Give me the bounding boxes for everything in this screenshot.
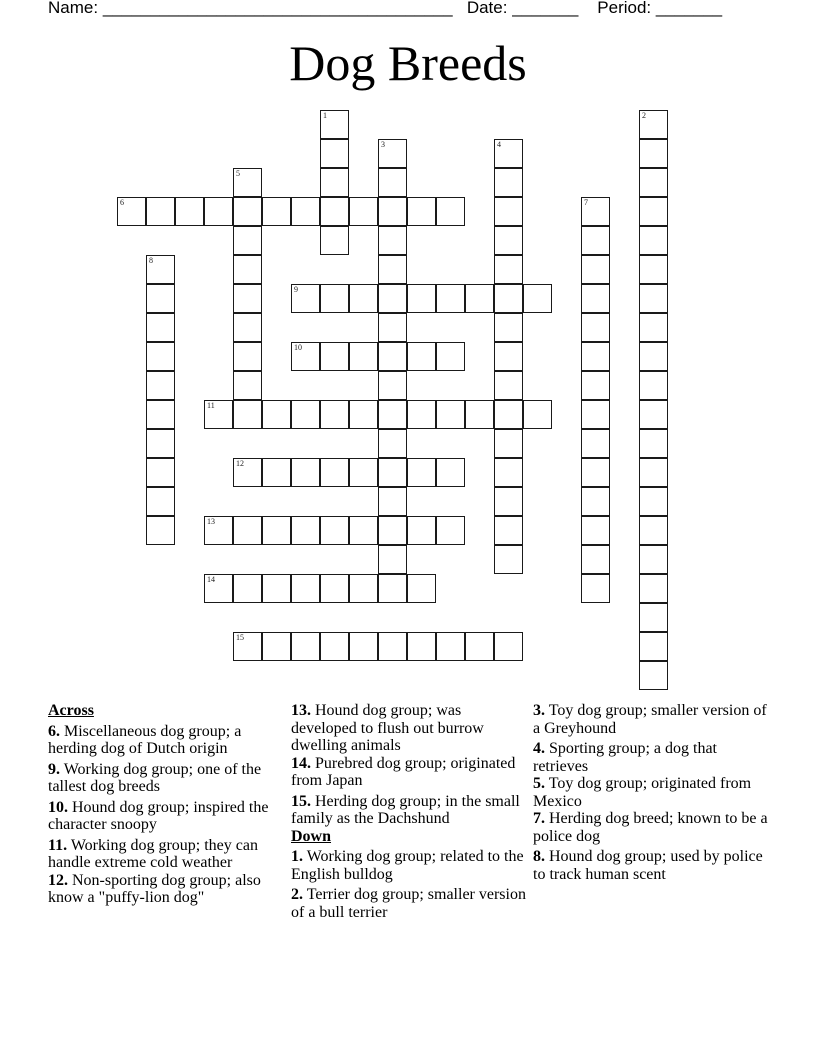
grid-cell[interactable] <box>581 487 610 516</box>
grid-cell[interactable] <box>291 342 320 371</box>
grid-cell[interactable] <box>349 574 378 603</box>
grid-cell[interactable] <box>378 284 407 313</box>
grid-cell[interactable] <box>349 342 378 371</box>
grid-cell[interactable] <box>233 197 262 226</box>
clue-text: Hound dog group; was developed to flush out burrow dwelling animals <box>291 702 484 754</box>
grid-cell[interactable] <box>320 168 349 197</box>
clue-text: Working dog group; one of the tallest dog breeds <box>48 760 262 795</box>
clue-column-2 <box>291 702 526 924</box>
grid-cell[interactable] <box>349 458 378 487</box>
grid-cell[interactable] <box>494 226 523 255</box>
grid-cell[interactable] <box>233 342 262 371</box>
clue-down-8 <box>533 848 773 883</box>
grid-cell[interactable] <box>204 197 233 226</box>
grid-cell[interactable] <box>494 342 523 371</box>
grid-cell[interactable] <box>146 516 175 545</box>
grid-cell[interactable] <box>262 197 291 226</box>
grid-cell[interactable] <box>407 632 436 661</box>
grid-cell[interactable] <box>262 458 291 487</box>
grid-cell[interactable] <box>378 545 407 574</box>
date-field[interactable]: _______ <box>512 0 579 17</box>
grid-cell[interactable] <box>320 516 349 545</box>
grid-cell[interactable] <box>436 458 465 487</box>
grid-cell[interactable] <box>378 342 407 371</box>
grid-cell[interactable] <box>639 342 668 371</box>
grid-cell[interactable] <box>146 400 175 429</box>
grid-cell[interactable] <box>378 516 407 545</box>
grid-cell[interactable] <box>494 487 523 516</box>
grid-cell[interactable] <box>436 284 465 313</box>
clue-number: 15. <box>291 792 311 810</box>
clue-text: Working dog group; related to the English bulldog <box>291 848 524 883</box>
clue-text: Non-sporting dog group; also know a "puffy-lion dog" <box>48 871 261 906</box>
grid-cell[interactable] <box>523 400 552 429</box>
grid-cell[interactable] <box>465 400 494 429</box>
grid-cell[interactable] <box>639 632 668 661</box>
clue-down-5 <box>533 775 773 810</box>
grid-cell[interactable] <box>233 168 262 197</box>
clue-number: 13. <box>291 702 311 719</box>
grid-cell[interactable] <box>233 371 262 400</box>
period-field[interactable]: _______ <box>655 0 723 17</box>
grid-cell[interactable] <box>407 197 436 226</box>
clue-number: 3. <box>533 702 545 719</box>
grid-cell[interactable] <box>639 168 668 197</box>
grid-cell[interactable] <box>639 429 668 458</box>
clue-down-2 <box>291 886 526 921</box>
clue-text: Terrier dog group; smaller version of a bull terrier <box>291 886 526 921</box>
clue-text: Herding dog group; in the small family as the Dachshund <box>291 792 520 827</box>
clue-number: 9. <box>48 760 60 778</box>
grid-cell[interactable] <box>233 516 262 545</box>
grid-cell[interactable] <box>291 632 320 661</box>
across-heading: Across <box>48 702 94 719</box>
grid-cell[interactable] <box>233 574 262 603</box>
grid-cell[interactable] <box>407 342 436 371</box>
grid-cell[interactable] <box>436 632 465 661</box>
clue-text: Sporting group; a dog that retrieves <box>533 740 717 775</box>
grid-cell[interactable] <box>146 371 175 400</box>
grid-cell[interactable] <box>378 632 407 661</box>
grid-cell[interactable] <box>233 400 262 429</box>
grid-cell[interactable] <box>262 574 291 603</box>
grid-cell[interactable] <box>639 574 668 603</box>
grid-cell[interactable] <box>175 197 204 226</box>
grid-cell[interactable] <box>146 487 175 516</box>
grid-cell[interactable] <box>378 313 407 342</box>
grid-cell[interactable] <box>204 516 233 545</box>
grid-cell[interactable] <box>407 458 436 487</box>
clue-number: 5. <box>533 775 545 792</box>
clue-number-label: 1 <box>323 111 327 120</box>
grid-cell[interactable] <box>204 400 233 429</box>
clue-text: Purebred dog group; originated from Japan <box>291 754 516 789</box>
grid-cell[interactable] <box>349 400 378 429</box>
clue-number: 14. <box>291 754 311 772</box>
clue-across-9 <box>48 761 283 796</box>
grid-cell[interactable] <box>581 313 610 342</box>
grid-cell[interactable] <box>262 516 291 545</box>
grid-cell[interactable] <box>349 516 378 545</box>
clue-number-label: 6 <box>120 198 124 207</box>
grid-cell[interactable] <box>494 139 523 168</box>
grid-cell[interactable] <box>581 284 610 313</box>
grid-cell[interactable] <box>639 661 668 690</box>
grid-cell[interactable] <box>494 168 523 197</box>
grid-cell[interactable] <box>204 574 233 603</box>
grid-cell[interactable] <box>494 284 523 313</box>
grid-cell[interactable] <box>407 516 436 545</box>
grid-cell[interactable] <box>639 197 668 226</box>
grid-cell[interactable] <box>581 197 610 226</box>
clue-across-14 <box>291 755 526 790</box>
grid-cell[interactable] <box>320 110 349 139</box>
name-label: Name: <box>48 0 99 17</box>
clue-down-3 <box>533 702 773 737</box>
grid-cell[interactable] <box>233 632 262 661</box>
grid-cell[interactable] <box>581 400 610 429</box>
clue-number-label: 14 <box>207 575 215 584</box>
grid-cell[interactable] <box>639 371 668 400</box>
grid-cell[interactable] <box>262 632 291 661</box>
grid-cell[interactable] <box>639 255 668 284</box>
grid-cell[interactable] <box>291 574 320 603</box>
clue-number: 8. <box>533 848 545 865</box>
grid-cell[interactable] <box>639 400 668 429</box>
clue-number: 7. <box>533 810 545 827</box>
grid-cell[interactable] <box>494 255 523 284</box>
clue-number: 2. <box>291 886 303 903</box>
grid-cell[interactable] <box>581 255 610 284</box>
grid-cell[interactable] <box>146 429 175 458</box>
clue-number-label: 15 <box>236 633 244 642</box>
grid-cell[interactable] <box>320 458 349 487</box>
clue-number-label: 3 <box>381 140 385 149</box>
clue-number: 11. <box>48 836 68 854</box>
grid-cell[interactable] <box>349 197 378 226</box>
grid-cell[interactable] <box>581 342 610 371</box>
grid-cell[interactable] <box>291 458 320 487</box>
grid-cell[interactable] <box>378 429 407 458</box>
clue-number: 1. <box>291 848 303 865</box>
grid-cell[interactable] <box>378 400 407 429</box>
grid-cell[interactable] <box>465 632 494 661</box>
clue-number-label: 12 <box>236 459 244 468</box>
grid-cell[interactable] <box>639 110 668 139</box>
grid-cell[interactable] <box>262 400 291 429</box>
grid-cell[interactable] <box>378 226 407 255</box>
clue-number-label: 13 <box>207 517 215 526</box>
clue-across-10 <box>48 799 283 834</box>
grid-cell[interactable] <box>436 400 465 429</box>
grid-cell[interactable] <box>465 284 494 313</box>
date-label: Date: <box>466 0 508 17</box>
clue-text: Working dog group; they can handle extreme cold weather <box>48 836 258 871</box>
grid-cell[interactable] <box>523 284 552 313</box>
grid-cell[interactable] <box>581 574 610 603</box>
grid-cell[interactable] <box>233 255 262 284</box>
clue-number: 4. <box>533 740 545 757</box>
grid-cell[interactable] <box>146 255 175 284</box>
grid-cell[interactable] <box>378 197 407 226</box>
grid-cell[interactable] <box>146 458 175 487</box>
clue-number-label: 9 <box>294 285 298 294</box>
grid-cell[interactable] <box>146 197 175 226</box>
grid-cell[interactable] <box>639 516 668 545</box>
grid-cell[interactable] <box>581 429 610 458</box>
clue-number: 6. <box>48 722 60 740</box>
grid-cell[interactable] <box>494 197 523 226</box>
grid-cell[interactable] <box>349 632 378 661</box>
clue-number-label: 7 <box>584 198 588 207</box>
grid-cell[interactable] <box>494 545 523 574</box>
grid-cell[interactable] <box>146 313 175 342</box>
down-heading: Down <box>291 827 332 845</box>
grid-cell[interactable] <box>494 458 523 487</box>
grid-cell[interactable] <box>494 632 523 661</box>
clue-number-label: 8 <box>149 256 153 265</box>
grid-cell[interactable] <box>233 226 262 255</box>
grid-cell[interactable] <box>378 168 407 197</box>
grid-cell[interactable] <box>378 458 407 487</box>
clue-number-label: 2 <box>642 111 646 120</box>
clue-text: Hound dog group; used by police to track human scent <box>533 848 763 883</box>
grid-cell[interactable] <box>581 516 610 545</box>
clue-number: 10. <box>48 798 68 816</box>
grid-cell[interactable] <box>639 313 668 342</box>
clue-down-1 <box>291 848 526 883</box>
grid-cell[interactable] <box>233 458 262 487</box>
grid-cell[interactable] <box>407 284 436 313</box>
grid-cell[interactable] <box>233 313 262 342</box>
grid-cell[interactable] <box>320 342 349 371</box>
grid-cell[interactable] <box>117 197 146 226</box>
grid-cell[interactable] <box>320 139 349 168</box>
grid-cell[interactable] <box>639 226 668 255</box>
grid-cell[interactable] <box>291 516 320 545</box>
grid-cell[interactable] <box>581 458 610 487</box>
clue-column-1 <box>48 702 283 910</box>
grid-cell[interactable] <box>378 574 407 603</box>
grid-cell[interactable] <box>378 255 407 284</box>
grid-cell[interactable] <box>320 284 349 313</box>
page-title: Dog Breeds <box>289 35 527 91</box>
grid-cell[interactable] <box>639 284 668 313</box>
grid-cell[interactable] <box>291 197 320 226</box>
grid-cell[interactable] <box>639 458 668 487</box>
grid-cell[interactable] <box>581 226 610 255</box>
grid-cell[interactable] <box>320 197 349 226</box>
grid-cell[interactable] <box>494 371 523 400</box>
grid-cell[interactable] <box>581 545 610 574</box>
clue-text: Toy dog group; originated from Mexico <box>533 775 752 810</box>
grid-cell[interactable] <box>233 284 262 313</box>
clue-number-label: 10 <box>294 343 302 352</box>
grid-cell[interactable] <box>494 313 523 342</box>
grid-cell[interactable] <box>639 603 668 632</box>
grid-cell[interactable] <box>378 139 407 168</box>
clue-across-15 <box>291 793 526 828</box>
grid-cell[interactable] <box>494 516 523 545</box>
clue-number-label: 11 <box>207 401 215 410</box>
clue-across-11 <box>48 837 283 872</box>
grid-cell[interactable] <box>436 342 465 371</box>
grid-cell[interactable] <box>378 487 407 516</box>
grid-cell[interactable] <box>349 284 378 313</box>
grid-cell[interactable] <box>146 284 175 313</box>
grid-cell[interactable] <box>639 545 668 574</box>
grid-cell[interactable] <box>436 516 465 545</box>
grid-cell[interactable] <box>378 371 407 400</box>
clue-down-7 <box>533 810 773 845</box>
grid-cell[interactable] <box>320 574 349 603</box>
grid-cell[interactable] <box>320 226 349 255</box>
grid-cell[interactable] <box>436 197 465 226</box>
clue-column-3 <box>533 702 773 886</box>
grid-cell[interactable] <box>407 574 436 603</box>
grid-cell[interactable] <box>581 371 610 400</box>
name-field[interactable]: _____________________________________ <box>102 0 453 17</box>
clue-text: Miscellaneous dog group; a herding dog of Dutch origin <box>48 722 242 757</box>
clue-text: Hound dog group; inspired the character snoopy <box>48 798 269 833</box>
clue-across-12 <box>48 872 283 907</box>
grid-cell[interactable] <box>494 429 523 458</box>
clue-number-label: 4 <box>497 140 501 149</box>
period-label: Period: <box>597 0 652 17</box>
clue-down-4 <box>533 740 773 775</box>
clue-across-6 <box>48 723 283 758</box>
grid-cell[interactable] <box>320 632 349 661</box>
grid-cell[interactable] <box>407 400 436 429</box>
clue-number-label: 5 <box>236 169 240 178</box>
grid-cell[interactable] <box>320 400 349 429</box>
grid-cell[interactable] <box>639 139 668 168</box>
grid-cell[interactable] <box>291 400 320 429</box>
clue-across-13 <box>291 702 526 755</box>
grid-cell[interactable] <box>639 487 668 516</box>
grid-cell[interactable] <box>494 400 523 429</box>
grid-cell[interactable] <box>146 342 175 371</box>
clue-number: 12. <box>48 871 68 889</box>
clue-text: Toy dog group; smaller version of a Greyhound <box>533 702 767 737</box>
clue-text: Herding dog breed; known to be a police dog <box>533 810 768 845</box>
grid-cell[interactable] <box>291 284 320 313</box>
